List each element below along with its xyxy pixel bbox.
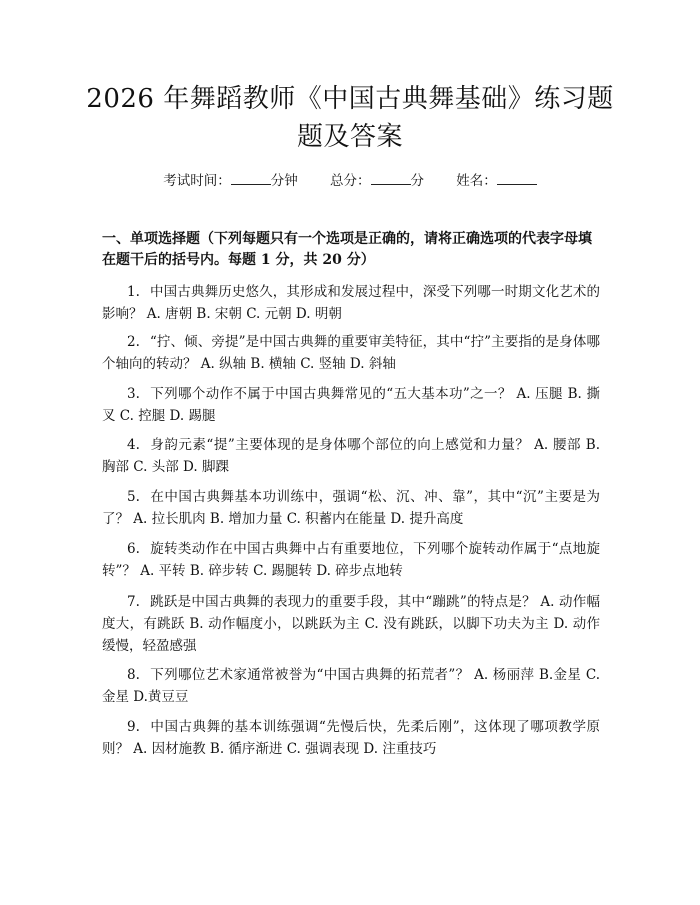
question-text: 在中国古典舞基本功训练中，强调“松、沉、冲、靠”，其中“沉”主要是为了？ A. 拉长肌肉 B. 增加力量 C. 积蓄内在能量 D. 提升高度 <box>102 489 600 527</box>
exam-meta <box>0 170 700 191</box>
question-number: 7. <box>127 594 140 610</box>
exam-time <box>163 170 298 191</box>
question-1 <box>102 281 600 325</box>
question-text: 下列哪个动作不属于中国古典舞常见的“五大基本功”之一？ A. 压腿 B. 撕叉 C. 控腿 D. 踢腿 <box>102 386 600 424</box>
question-number: 1. <box>127 284 140 300</box>
question-number: 8. <box>127 667 140 683</box>
question-7 <box>102 591 600 657</box>
question-text: 中国古典舞历史悠久，其形成和发展过程中，深受下列哪一时期文化艺术的影响？ A. 唐朝 B. 宋朝 C. 元朝 D. 明朝 <box>102 284 600 322</box>
student-name-label: 姓名： <box>456 173 497 189</box>
question-number: 3. <box>127 386 140 402</box>
question-number: 5. <box>127 489 140 505</box>
section-heading: 一、单项选择题（下列每题只有一个选项是正确的，请将正确选项的代表字母填在题干后的括号内。每题 1 分，共 20 分） <box>102 231 592 268</box>
question-text: 下列哪位艺术家通常被誉为“中国古典舞的拓荒者”？ A. 杨丽萍 B.金星 C.金星 D.黄豆豆 <box>102 667 600 705</box>
student-name-blank <box>497 170 537 185</box>
question-number: 6. <box>127 541 140 557</box>
student-name <box>456 170 537 191</box>
question-text: 跳跃是中国古典舞的表现力的重要手段，其中“蹦跳”的特点是？ A. 动作幅度大，有跳跃 B. 动作幅度小，以跳跃为主 C. 没有跳跃，以脚下功夫为主 D. 动作缓慢，轻盈感强 <box>102 594 600 654</box>
question-text: 旋转类动作在中国古典舞中占有重要地位，下列哪个旋转动作属于“点地旋转”？ A. 平转 B. 碎步转 C. 踢腿转 D. 碎步点地转 <box>102 541 600 579</box>
document-title <box>60 80 640 156</box>
question-number: 4. <box>127 437 140 453</box>
title-line-1: 2026 年舞蹈教师《中国古典舞基础》练习题 <box>86 84 614 114</box>
question-3 <box>102 383 600 427</box>
question-8 <box>102 664 600 708</box>
question-number: 2. <box>127 334 140 350</box>
question-6 <box>102 538 600 582</box>
total-score-blank <box>371 170 411 185</box>
exam-time-unit: 分钟 <box>270 173 298 189</box>
question-5 <box>102 486 600 530</box>
total-score <box>330 170 424 191</box>
question-text: 身韵元素“提”主要体现的是身体哪个部位的向上感觉和力量？ A. 腰部 B. 胸部 C. 头部 D. 脚踝 <box>102 437 600 475</box>
total-score-unit: 分 <box>410 173 424 189</box>
question-9 <box>102 716 600 760</box>
question-text: 中国古典舞的基本训练强调“先慢后快，先柔后刚”，这体现了哪项教学原则？ A. 因材施教 B. 循序渐进 C. 强调表现 D. 注重技巧 <box>102 719 600 757</box>
exam-time-label: 考试时间： <box>163 173 231 189</box>
question-text: “拧、倾、旁提”是中国古典舞的重要审美特征，其中“拧”主要指的是身体哪个轴向的转动？ A. 纵轴 B. 横轴 C. 竖轴 D. 斜轴 <box>102 334 600 372</box>
question-number: 9. <box>127 719 140 735</box>
question-2 <box>102 331 600 375</box>
total-score-label: 总分： <box>330 173 371 189</box>
exam-time-blank <box>231 170 271 185</box>
title-line-2: 题及答案 <box>296 122 403 152</box>
question-4 <box>102 434 600 478</box>
